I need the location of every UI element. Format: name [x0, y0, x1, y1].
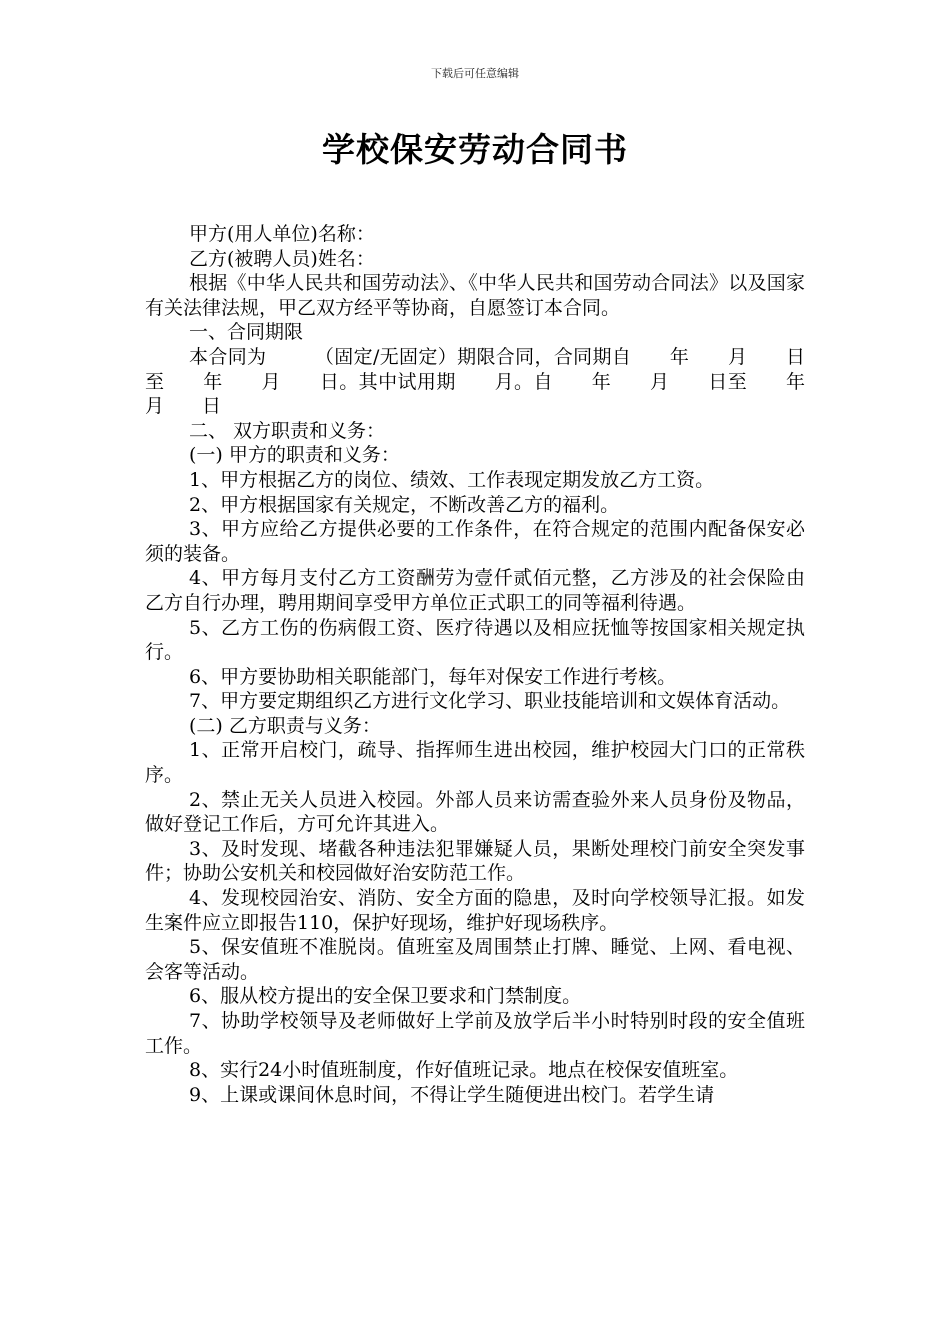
- paragraph-party-a: 甲方(用人单位)名称：: [189, 223, 375, 245]
- paragraph-party-b: 乙方(被聘人员)姓名：: [189, 247, 375, 270]
- subsection-heading-party-a: (一) 甲方的职责和义务：: [189, 444, 400, 467]
- list-item: 4、甲方每月支付乙方工资酬劳为壹仟贰佰元整，乙方涉及的社会保险由乙方自行办理，聘用期间享受甲方单位正式职工的同等福利待遇。: [145, 567, 805, 614]
- subsection-heading-party-b: (二) 乙方职责与义务：: [189, 714, 381, 737]
- paragraph-term: 本合同为 （固定/无固定）期限合同，合同期自 年 月 日至 年 月 日。其中试用期 月。自 年 月 日至 年 月 日: [145, 345, 844, 418]
- list-item: 1、正常开启校门，疏导、指挥师生进出校园，维护校园大门口的正常秩序。: [145, 739, 805, 787]
- list-item: 1、甲方根据乙方的岗位、绩效、工作表现定期发放乙方工资。: [189, 468, 715, 491]
- list-item: 7、甲方要定期组织乙方进行文化学习、职业技能培训和文娱体育活动。: [189, 690, 791, 713]
- list-item: 6、服从校方提出的安全保卫要求和门禁制度。: [189, 985, 582, 1008]
- list-item: 9、上课或课间休息时间，不得让学生随便进出校门。若学生请: [189, 1083, 715, 1106]
- paragraph-legal-basis: 根据《中华人民共和国劳动法》、《中华人民共和国劳动合同法》以及国家有关法律法规，甲乙双方经平等协商，自愿签订本合同。: [145, 272, 805, 319]
- list-item: 8、实行24小时值班制度，作好值班记录。地点在校保安值班室。: [189, 1059, 739, 1082]
- list-item: 5、乙方工伤的伤病假工资、医疗待遇以及相应抚恤等按国家相关规定执行。: [145, 616, 805, 664]
- list-item: 4、发现校园治安、消防、安全方面的隐患，及时向学校领导汇报。如发生案件应立即报告110，保护好现场，维护好现场秩序。: [145, 887, 805, 934]
- list-item: 5、保安值班不准脱岗。值班室及周围禁止打牌、睡觉、上网、看电视、会客等活动。: [145, 936, 805, 983]
- document-body: [145, 222, 844, 1107]
- list-item: 3、甲方应给乙方提供必要的工作条件，在符合规定的范围内配备保安必须的装备。: [145, 518, 805, 565]
- document-title: 学校保安劳动合同书: [322, 130, 628, 169]
- section-heading-term: 一、合同期限: [189, 321, 304, 344]
- list-item: 7、协助学校领导及老师做好上学前及放学后半小时特别时段的安全值班工作。: [145, 1010, 805, 1057]
- header-note: 下载后可任意编辑: [431, 67, 519, 80]
- list-item: 3、及时发现、堵截各种违法犯罪嫌疑人员，果断处理校门前安全突发事件；协助公安机关和校园做好治安防范工作。: [145, 837, 805, 885]
- list-item: 2、甲方根据国家有关规定，不断改善乙方的福利。: [189, 493, 620, 516]
- section-heading-duties: 二、 双方职责和义务：: [189, 419, 386, 442]
- list-item: 2、禁止无关人员进入校园。外部人员来访需查验外来人员身份及物品，做好登记工作后，方可允许其进入。: [145, 788, 805, 836]
- list-item: 6、甲方要协助相关职能部门，每年对保安工作进行考核。: [189, 665, 677, 688]
